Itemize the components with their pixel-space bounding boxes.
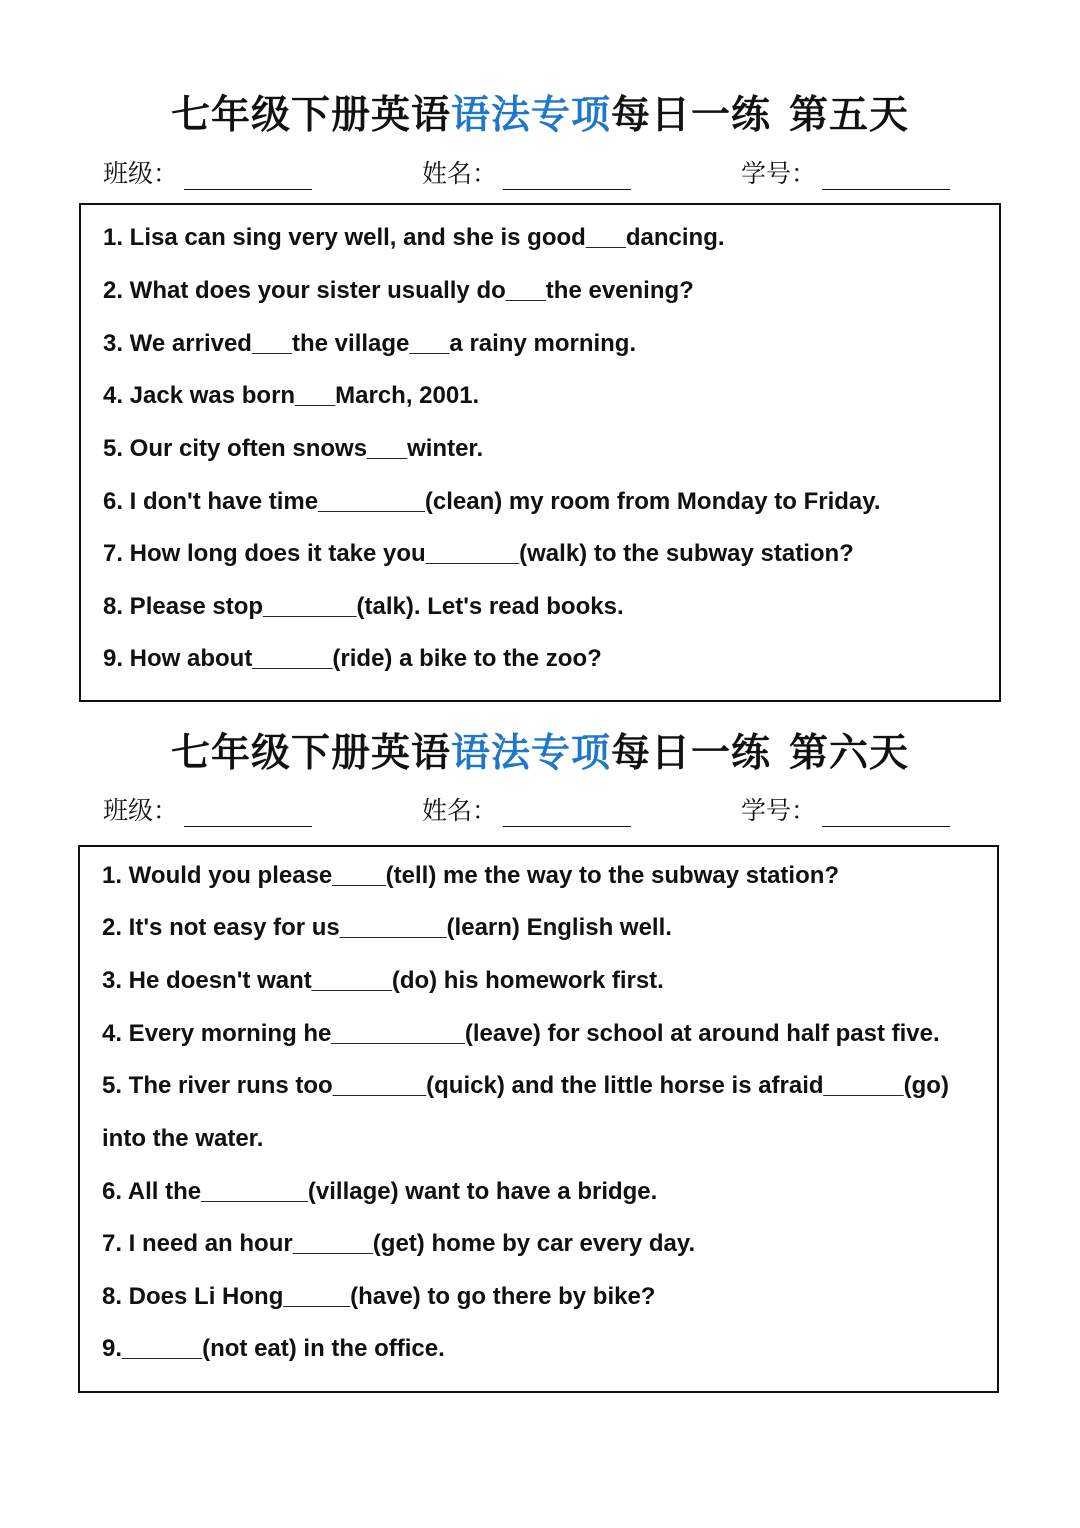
number-label: 学号：: [741, 796, 817, 825]
question-7: 7. How long does it take you_______(walk) to the subway station?: [103, 540, 854, 567]
name-label: 姓名：: [422, 159, 498, 188]
section-1-title: [0, 84, 1080, 140]
name-field: [422, 791, 631, 827]
section-2-info-row: [0, 791, 1080, 831]
title-day: 第六天: [789, 731, 910, 776]
question-6: 6. All the________(village) want to have a bridge.: [102, 1178, 658, 1205]
question-3: 3. He doesn't want______(do) his homework first.: [102, 967, 664, 994]
name-field: [422, 154, 631, 190]
question-9: 9. How about______(ride) a bike to the zoo?: [103, 645, 602, 672]
title-part-a: 七年级下册英语: [170, 731, 451, 776]
section-2-question-box: [78, 845, 999, 1393]
question-4: 4. Every morning he__________(leave) for school at around half past five.: [102, 1020, 940, 1047]
question-2: 2. It's not easy for us________(learn) English well.: [102, 914, 672, 941]
number-blank[interactable]: [822, 165, 950, 190]
question-1: 1. Lisa can sing very well, and she is good___dancing.: [103, 224, 725, 251]
title-highlight: 语法专项: [450, 93, 611, 138]
class-label: 班级：: [103, 159, 179, 188]
question-6: 6. I don't have time________(clean) my room from Monday to Friday.: [103, 488, 881, 515]
question-7: 7. I need an hour______(get) home by car every day.: [102, 1230, 696, 1257]
question-1: 1. Would you please____(tell) me the way to the subway station?: [102, 862, 840, 889]
question-2: 2. What does your sister usually do___the evening?: [103, 277, 694, 304]
question-3: 3. We arrived___the village___a rainy morning.: [103, 330, 637, 357]
class-blank[interactable]: [184, 802, 312, 827]
title-part-c: 每日一练: [611, 93, 772, 138]
class-blank[interactable]: [184, 165, 312, 190]
class-field: [103, 791, 312, 827]
number-field: [741, 154, 950, 190]
number-field: [741, 791, 950, 827]
question-5: 5. Our city often snows___winter.: [103, 435, 484, 462]
title-day: 第五天: [789, 93, 910, 138]
class-field: [103, 154, 312, 190]
title-part-a: 七年级下册英语: [170, 93, 451, 138]
title-highlight: 语法专项: [450, 731, 611, 776]
number-blank[interactable]: [822, 802, 950, 827]
name-label: 姓名：: [422, 796, 498, 825]
question-9: 9.______(not eat) in the office.: [102, 1335, 445, 1362]
question-5: 5. The river runs too_______(quick) and the little horse is afraid______(go): [102, 1072, 949, 1099]
name-blank[interactable]: [503, 165, 631, 190]
class-label: 班级：: [103, 796, 179, 825]
name-blank[interactable]: [503, 802, 631, 827]
title-part-c: 每日一练: [611, 731, 772, 776]
question-8: 8. Does Li Hong_____(have) to go there by bike?: [102, 1283, 656, 1310]
question-4: 4. Jack was born___March, 2001.: [103, 382, 480, 409]
question-8: 8. Please stop_______(talk). Let's read books.: [103, 593, 624, 620]
section-2-title: [0, 722, 1080, 778]
question-5-continued: into the water.: [102, 1125, 264, 1152]
section-1-info-row: [0, 154, 1080, 194]
section-1-question-box: [79, 203, 1001, 702]
number-label: 学号：: [741, 159, 817, 188]
